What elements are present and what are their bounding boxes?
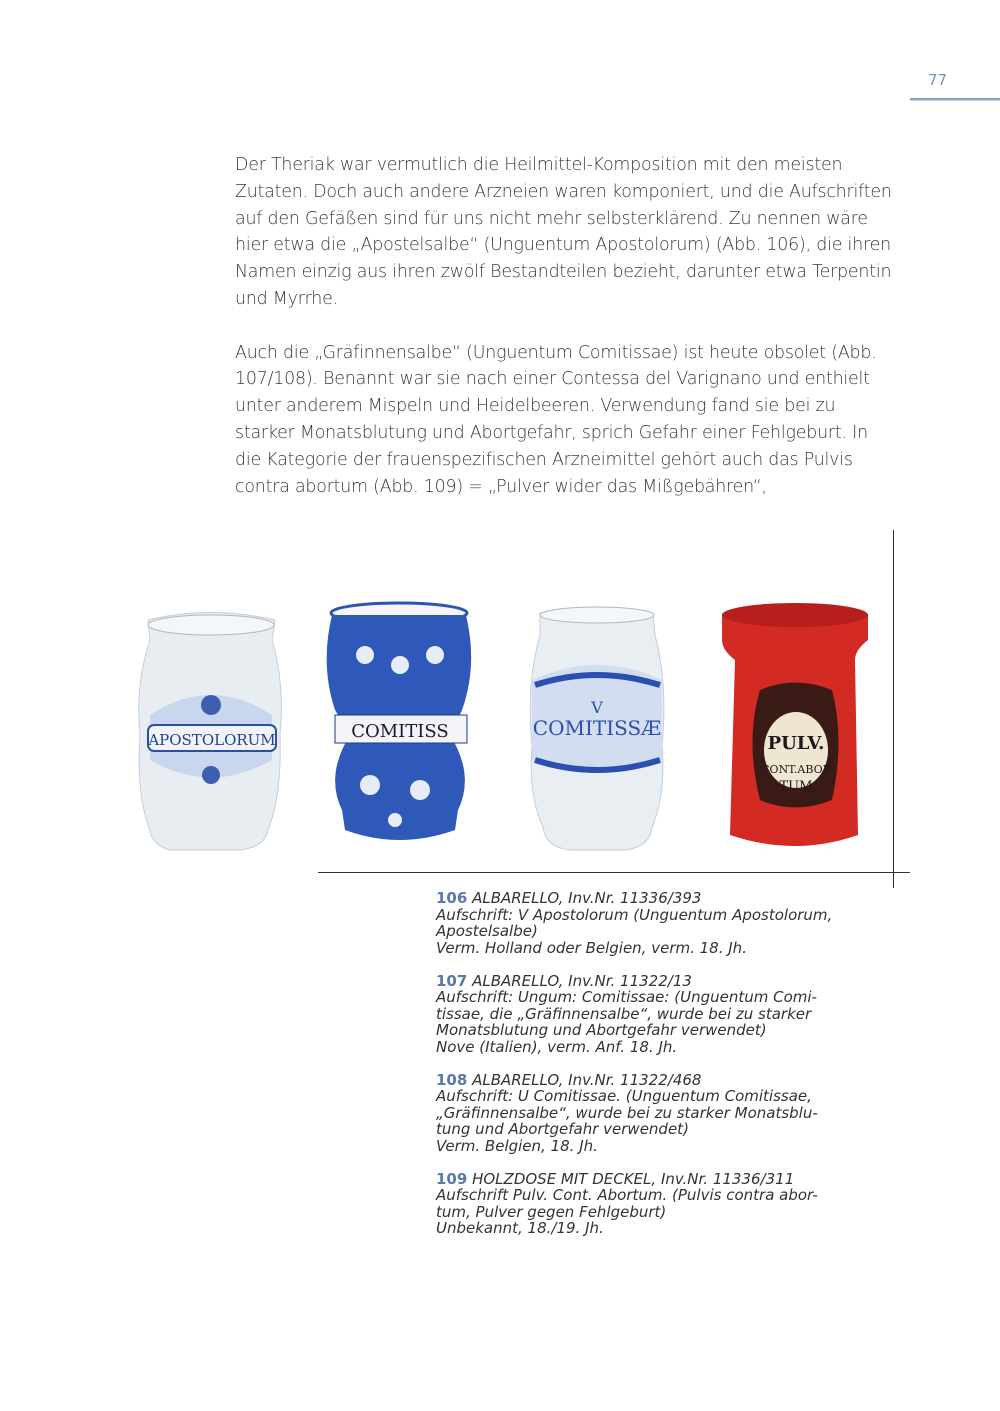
caption-109 [436, 1171, 856, 1237]
caption-line: tissae, die „Gräfinnensalbe“, wurde bei zu starker [436, 1004, 812, 1023]
header-rule [910, 98, 1000, 101]
caption-line: Aufschrift: Ungum: Comitissae: (Unguentum Comi- [436, 988, 817, 1006]
caption-title: ALBARELLO, Inv.Nr. 11322/13 [472, 971, 692, 990]
page-number: 77 [928, 71, 948, 89]
jar-108-image [530, 607, 664, 850]
caption-line: Aufschrift: V Apostolorum (Unguentum Apostolorum, [436, 905, 833, 924]
caption-title: ALBARELLO, Inv.Nr. 11322/468 [472, 1070, 702, 1089]
caption-line: Apostelsalbe) [436, 922, 538, 940]
caption-108 [436, 1072, 856, 1155]
jar-109-label-3: TUM [779, 779, 813, 794]
figure-number: 109 [436, 1169, 468, 1188]
jar-106-image [139, 613, 282, 851]
jar-photos [0, 595, 1000, 860]
caption-line: Aufschrift Pulv. Cont. Abortum. (Pulvis contra abor- [436, 1186, 818, 1204]
horizontal-rule [318, 872, 910, 873]
figure-number: 108 [436, 1070, 468, 1089]
figure-number: 106 [436, 889, 468, 907]
caption-line: „Gräfinnensalbe“, wurde bei zu starker Monatsblu- [436, 1103, 818, 1122]
body-text [235, 152, 895, 527]
caption-line: Aufschrift: U Comitissae. (Unguentum Comitissae, [436, 1087, 812, 1105]
jar-109-label-2: CONT.ABOR [761, 763, 831, 776]
caption-107 [436, 973, 856, 1056]
captions [436, 890, 856, 1253]
caption-line: tung und Abortgefahr verwendet) [436, 1120, 689, 1138]
figure-number: 107 [436, 971, 468, 990]
jar-107-label: COMITISS [351, 721, 449, 742]
caption-title: ALBARELLO, Inv.Nr. 11336/393 [472, 889, 702, 907]
caption-line: Monatsblutung und Abortgefahr verwendet) [436, 1021, 767, 1039]
jar-108-label: COMITISSÆ [532, 716, 662, 740]
caption-line: Nove (Italien), verm. Anf. 18. Jh. [436, 1037, 678, 1056]
caption-line: Verm. Holland oder Belgien, verm. 18. Jh. [436, 938, 747, 957]
paragraph: Der Theriak war vermutlich die Heilmittel-Komposition mit den meisten Zutaten. Doch auch andere Arzneien waren komponiert, und die Aufschriften auf den Gefäßen sind für uns nicht mehr selbsterklärend. Zu nennen wäre hier etwa die „Apostelsalbe“ (Unguentum Apostolorum) (Abb. 106), die ihren Namen einzig aus ihren zwölf Bestandteilen bezieht, darunter etwa Terpentin und Myrrhe. [235, 155, 892, 309]
caption-line: tum, Pulver gegen Fehlgeburt) [436, 1202, 667, 1221]
caption-line: Unbekannt, 18./19. Jh. [436, 1219, 604, 1237]
jar-109-image [722, 603, 868, 846]
jar-106-label: APOSTOLORUM [148, 731, 276, 749]
caption-106 [436, 890, 856, 956]
caption-line: Verm. Belgien, 18. Jh. [436, 1136, 598, 1155]
paragraph: Auch die „Gräfinnensalbe“ (Unguentum Comitissae) ist heute obsolet (Abb. 107/108). Benannt war sie nach einer Contessa del Varignano und enthielt unter anderem Mispeln und Heidelbeeren. Verwendung fand sie bei zu starker Monatsblutung und Abortgefahr, sprich Gefahr einer Fehlgeburt. In die Kategorie der frauenspezifischen Arzneimittel gehört auch das Pulvis contra abortum (Abb. 109) = „Pulver wider das Mißgebähren“, [235, 342, 877, 497]
jar-107-image [327, 603, 471, 840]
caption-title: HOLZDOSE MIT DECKEL, Inv.Nr. 11336/311 [472, 1169, 795, 1188]
jar-109-label-1: PULV. [767, 733, 825, 754]
jar-108-label-v: V [591, 698, 603, 717]
